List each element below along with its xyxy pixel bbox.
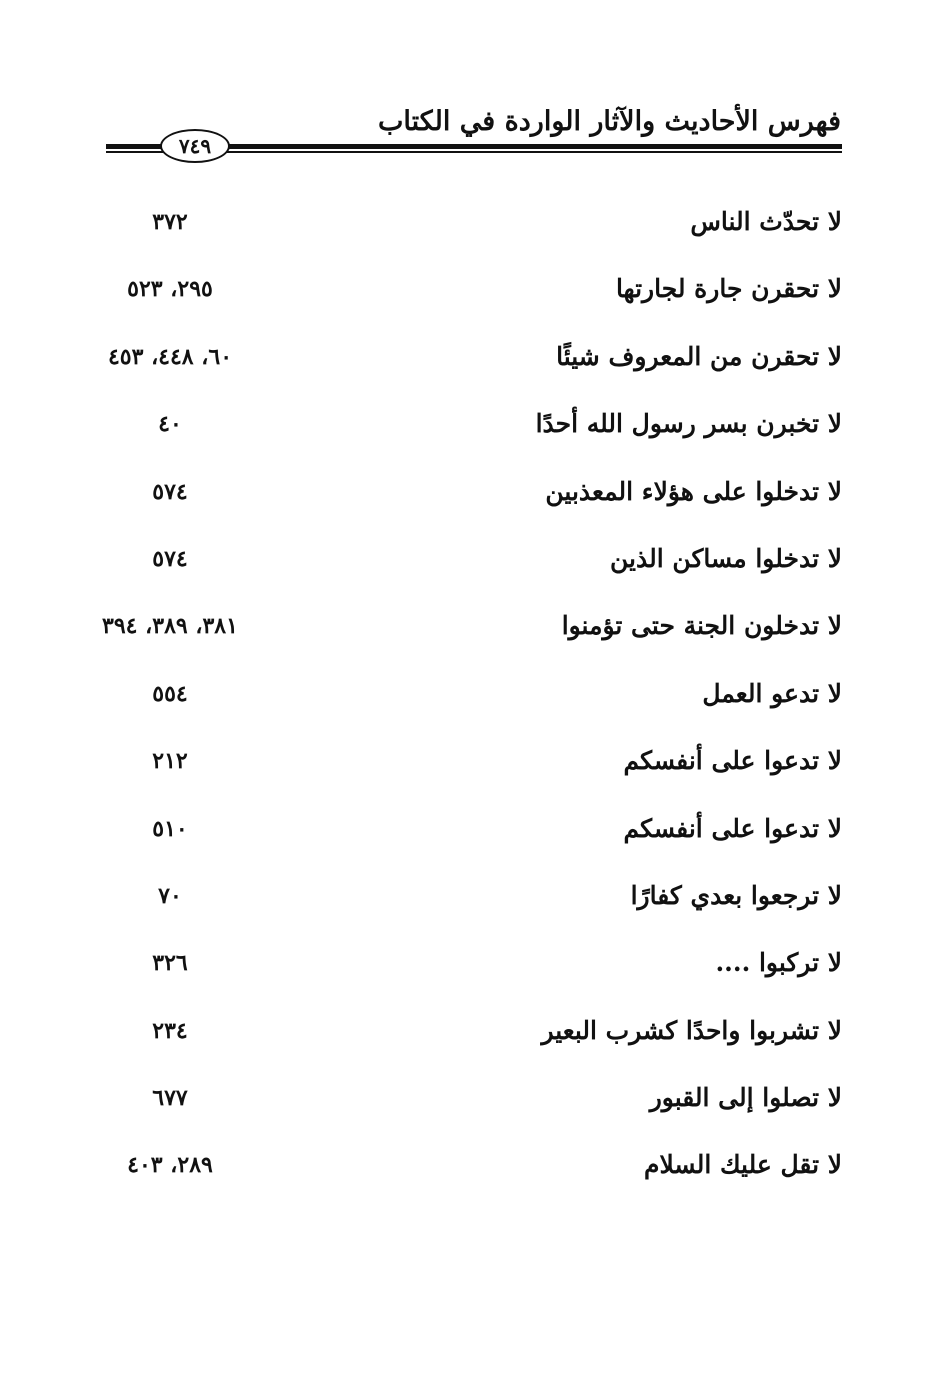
entry-pages: ٧٠ xyxy=(158,882,182,909)
entry-pages: ٣٨١، ٣٨٩، ٣٩٤ xyxy=(102,613,238,640)
entry-pages: ٢٨٩، ٤٠٣ xyxy=(127,1152,213,1179)
index-entry xyxy=(90,1072,842,1139)
index-entry xyxy=(90,398,842,465)
entry-text: لا تحقرن جارة لجارتها xyxy=(615,274,842,304)
entry-pages: ٥٧٤ xyxy=(152,545,188,572)
entry-text: لا تدعو العمل xyxy=(702,678,842,708)
entry-text: لا تحقرن من المعروف شيئًا xyxy=(556,341,842,371)
index-entry xyxy=(90,263,842,330)
entry-text: لا تدخلون الجنة حتى تؤمنوا xyxy=(561,611,842,641)
page-number: ٧٤٩ xyxy=(160,129,230,163)
index-entry xyxy=(90,735,842,802)
entry-pages: ٦٠، ٤٤٨، ٤٥٣ xyxy=(107,343,233,370)
index-entry xyxy=(90,1005,842,1072)
entry-pages: ٥٥٤ xyxy=(152,680,188,707)
index-entry xyxy=(90,196,842,263)
index-entry xyxy=(90,466,842,533)
index-entry xyxy=(90,1139,842,1206)
index-entry xyxy=(90,937,842,1004)
index-entry xyxy=(90,533,842,600)
entry-text: لا تدخلوا على هؤلاء المعذبين xyxy=(545,476,842,506)
header-title: فهرس الأحاديث والآثار الواردة في الكتاب xyxy=(377,106,841,137)
entry-pages: ٢٣٤ xyxy=(152,1017,188,1044)
entry-text: لا تركبوا .... xyxy=(715,948,842,978)
index-entry xyxy=(90,331,842,398)
entry-text: لا تحدّث الناس xyxy=(690,207,842,236)
entry-pages: ٥٧٤ xyxy=(152,478,188,505)
entry-pages: ٢٩٥، ٥٢٣ xyxy=(127,276,213,303)
entry-text: لا تقل عليك السلام xyxy=(644,1150,842,1180)
entry-pages: ٥١٠ xyxy=(152,815,188,842)
entry-text: لا تدخلوا مساكن الذين xyxy=(610,543,842,573)
entry-text: لا ترجعوا بعدي كفارًا xyxy=(630,880,842,910)
entry-text: لا تدعوا على أنفسكم xyxy=(623,813,842,843)
entry-text: لا تشربوا واحدًا كشرب البعير xyxy=(541,1015,842,1045)
entry-pages: ٣٧٢ xyxy=(152,209,188,235)
index-entries xyxy=(90,196,842,1207)
entry-text: لا تدعوا على أنفسكم xyxy=(623,746,842,776)
entry-text: لا تخبرن بسر رسول الله أحدًا xyxy=(535,409,842,439)
entry-pages: ٣٢٦ xyxy=(152,950,188,977)
entry-pages: ٦٧٧ xyxy=(152,1085,188,1112)
entry-text: لا تصلوا إلى القبور xyxy=(649,1083,842,1113)
index-entry xyxy=(90,870,842,937)
index-entry xyxy=(90,600,842,667)
entry-pages: ٤٠ xyxy=(158,411,182,438)
entry-pages: ٢١٢ xyxy=(152,748,188,775)
index-entry xyxy=(90,668,842,735)
index-entry xyxy=(90,803,842,870)
